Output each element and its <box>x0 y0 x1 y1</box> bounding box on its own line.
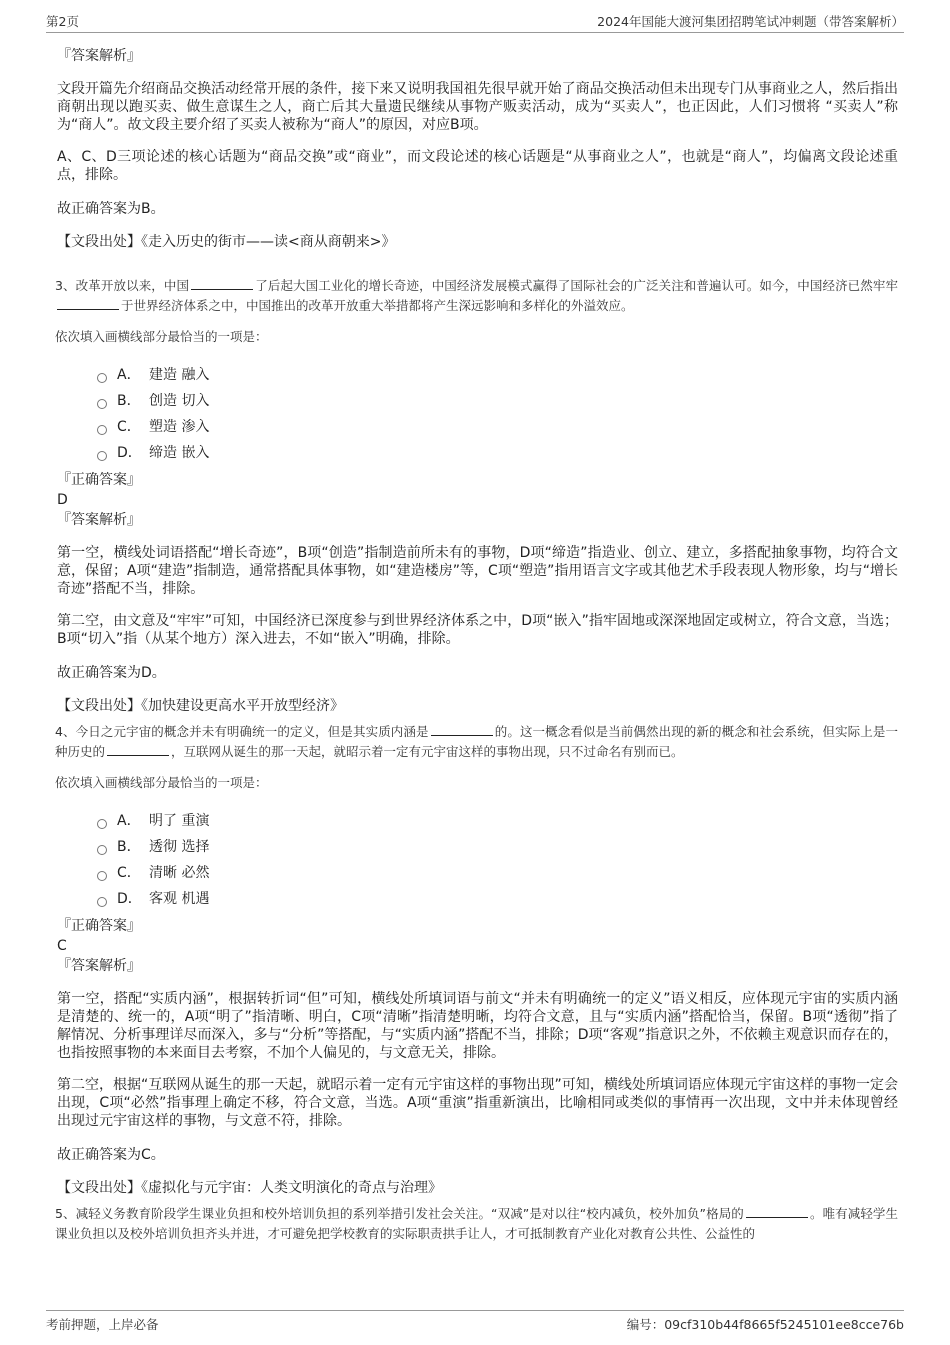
question-3-options <box>97 362 898 466</box>
page-number: 第2页 <box>46 14 79 29</box>
question-3-stem: 3、改革开放以来，中国 了后起大国工业化的增长奇迹，中国经济发展模式赢得了国际社会的广泛关注和普遍认可。如今，中国经济已然牢牢于世界经济体系之中，中国推出的改革开放重大举措都将产生深远影响和多样化的外溢效应。 <box>55 278 898 313</box>
option-c[interactable]: C． 清晰 必然 <box>97 860 898 886</box>
document-title: 2024年国能大渡河集团招聘笔试冲刺题（带答案解析） <box>597 14 904 29</box>
source-citation: 【文段出处】《虚拟化与元宇宙：人类文明演化的奇点与治理》 <box>57 1180 442 1196</box>
source-citation: 【文段出处】《走入历史的街市——读<商从商朝来>》 <box>57 234 396 250</box>
answer-blank <box>746 1205 808 1218</box>
radio-icon[interactable] <box>97 819 107 829</box>
answer-blank <box>107 743 169 756</box>
question-3-prompt: 依次填入画横线部分最恰当的一项是： <box>55 329 268 344</box>
final-answer: 故正确答案为D。 <box>57 665 166 681</box>
analysis-paragraph: 第一空，横线处词语搭配“增长奇迹”，B项“创造”指制造前所未有的事物，D项“缔造”指造业、创立、建立，多搭配抽象事物，均符合文意，保留；A项“建造”指制造，通常搭配具体事物，如“建造楼房”等，C项“塑造”指用语言文字或其他艺术手段表现人物形象，均与“增长奇迹”搭配不当，排除。 <box>57 545 898 597</box>
analysis-paragraph: A、C、D三项论述的核心话题为“商品交换”或“商业”，而文段论述的核心话题是“从事商业之人”，也就是“商人”，均偏离文段论述重点，排除。 <box>57 149 898 183</box>
radio-icon[interactable] <box>97 425 107 435</box>
footer-slogan: 考前押题，上岸必备 <box>46 1317 159 1332</box>
radio-icon[interactable] <box>97 845 107 855</box>
option-b[interactable]: B． 透彻 选择 <box>97 834 898 860</box>
analysis-paragraph: 文段开篇先介绍商品交换活动经常开展的条件，接下来又说明我国祖先很早就开始了商品交换活动但未出现专门从事商业之人，然后指出商朝出现以跑买卖、做生意谋生之人，商亡后其大量遗民继续从事物产贩卖活动，成为“买卖人”，也正因此，人们习惯将 “买卖人”称为“商人”。故文段主要介绍了买卖人被称为“商人”的原因，对应B项。 <box>57 81 898 133</box>
page-content <box>57 46 898 1244</box>
question-4-stem: 4、今日之元宇宙的概念并未有明确统一的定义，但是其实质内涵是 的。这一概念看似是当前偶然出现的新的概念和社会系统，但实际上是一种历史的 ，互联网从诞生的那一天起，就昭示着一定有元宇宙这样的事物出现，只不过命名有别而已。 <box>55 724 898 759</box>
analysis-paragraph: 第一空，搭配“实质内涵”，根据转折词“但”可知，横线处所填词语与前文“并未有明确统一的定义”语义相反，应体现元宇宙的实质内涵是清楚的、统一的，A项“明了”指清晰、明白，C项“清晰”指清楚明晰，均符合文意，且与“实质内涵”搭配恰当，保留。B项“透彻”指了解情况、分析事理详尽而深入，多与“分析”等搭配，与“实质内涵”搭配不当，排除；D项“客观”指意识之外，不依赖主观意识而存在的，也指按照事物的本来面目去考察，不加个人偏见的，与文意无关，排除。 <box>57 991 898 1061</box>
question-5-stem: 5、减轻义务教育阶段学生课业负担和校外培训负担的系列举措引发社会关注。“双减”是对以往“校内减负，校外加负”格局的 。唯有减轻学生课业负担以及校外培训负担齐头并进，才可避免把学校教育的实际职责拱手让人，才可抵制教育产业化对教育公共性、公益性的 <box>55 1206 899 1241</box>
answer-blank <box>431 723 493 736</box>
source-citation: 【文段出处】《加快建设更高水平开放型经济》 <box>57 698 344 714</box>
analysis-label: 『答案解析』 <box>57 512 141 528</box>
option-c[interactable]: C． 塑造 渗入 <box>97 414 898 440</box>
page-footer <box>46 1310 904 1335</box>
radio-icon[interactable] <box>97 399 107 409</box>
question-4-prompt: 依次填入画横线部分最恰当的一项是： <box>55 775 268 790</box>
correct-answer: C <box>57 938 67 954</box>
radio-icon[interactable] <box>97 897 107 907</box>
final-answer: 故正确答案为C。 <box>57 1147 165 1163</box>
radio-icon[interactable] <box>97 373 107 383</box>
analysis-label: 『答案解析』 <box>57 958 141 974</box>
question-4-options <box>97 808 898 912</box>
page-header <box>46 12 904 33</box>
answer-blank <box>191 277 253 290</box>
correct-answer-label: 『正确答案』 <box>57 918 141 934</box>
option-d[interactable]: D． 缔造 嵌入 <box>97 440 898 466</box>
final-answer: 故正确答案为B。 <box>57 201 165 217</box>
correct-answer: D <box>57 492 68 508</box>
option-a[interactable]: A． 明了 重演 <box>97 808 898 834</box>
correct-answer-label: 『正确答案』 <box>57 472 141 488</box>
analysis-paragraph: 第二空，由文意及“牢牢”可知，中国经济已深度参与到世界经济体系之中，D项“嵌入”指牢固地或深深地固定或树立，符合文意，当选；B项“切入”指（从某个地方）深入进去，不如“嵌入”明确，排除。 <box>57 613 898 647</box>
option-d[interactable]: D． 客观 机遇 <box>97 886 898 912</box>
document-code: 编号：09cf310b44f8665f5245101ee8cce76b <box>626 1317 904 1332</box>
analysis-label: 『答案解析』 <box>57 48 141 64</box>
option-b[interactable]: B． 创造 切入 <box>97 388 898 414</box>
radio-icon[interactable] <box>97 871 107 881</box>
answer-blank <box>57 297 119 310</box>
option-a[interactable]: A． 建造 融入 <box>97 362 898 388</box>
radio-icon[interactable] <box>97 451 107 461</box>
analysis-paragraph: 第二空，根据“互联网从诞生的那一天起，就昭示着一定有元宇宙这样的事物出现”可知，横线处所填词语应体现元宇宙这样的事物一定会出现，C项“必然”指事理上确定不移，符合文意，当选。A项“重演”指重新演出，比喻相同或类似的事情再一次出现，文中并未体现曾经出现过元宇宙这样的事物，与文意不符，排除。 <box>57 1077 898 1129</box>
